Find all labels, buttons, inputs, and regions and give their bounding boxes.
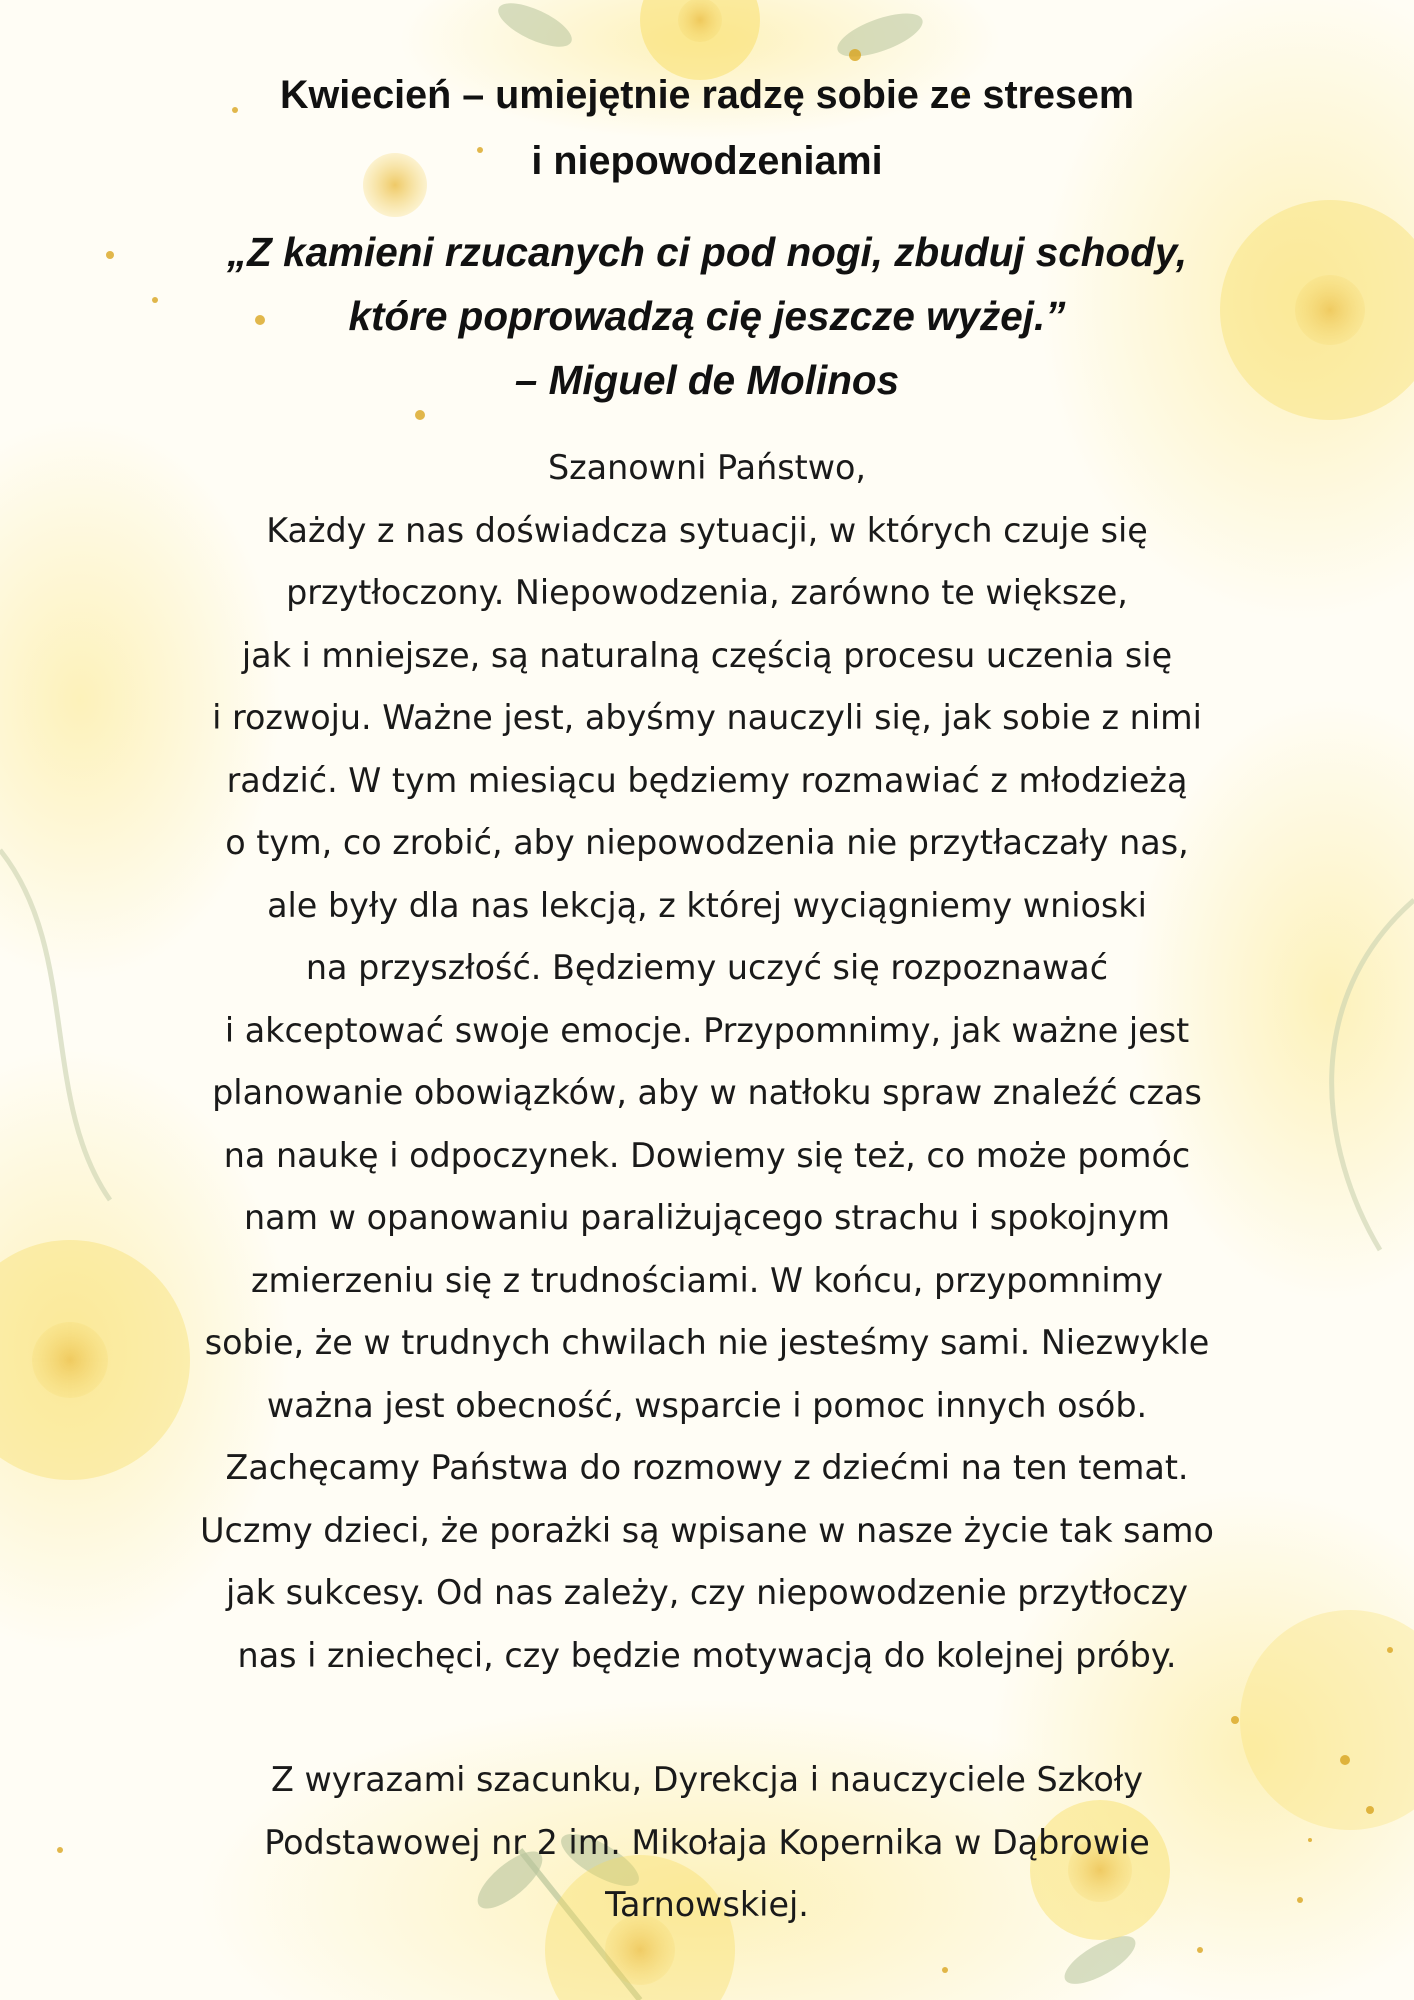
- body-line: planowanie obowiązków, aby w natłoku spraw znaleźć czas: [212, 1073, 1202, 1112]
- body-line: na naukę i odpoczynek. Dowiemy się też, co może pomóc: [223, 1135, 1191, 1175]
- body-line: zmierzeniu się z trudnościami. W końcu, przypomnimy: [251, 1260, 1163, 1300]
- body-line: i akceptować swoje emocje. Przypomnimy, jak ważne jest: [224, 1010, 1190, 1050]
- signature-block: [0, 1749, 1414, 1937]
- quote-line: „Z kamieni rzucanych ci pod nogi, zbuduj schody,: [226, 229, 1188, 275]
- title-line: Kwiecień – umiejętnie radzę sobie ze stresem: [280, 73, 1134, 117]
- signature-line: Podstawowej nr 2 im. Mikołaja Kopernika w Dąbrowie: [264, 1822, 1150, 1862]
- signature-line: Tarnowskiej.: [605, 1885, 809, 1924]
- body-line: jak i mniejsze, są naturalną częścią procesu uczenia się: [241, 635, 1173, 675]
- body-line: nas i zniechęci, czy będzie motywacją do kolejnej próby.: [237, 1635, 1177, 1675]
- title-line: i niepowodzeniami: [531, 139, 883, 183]
- body-line: Zachęcamy Państwa do rozmowy z dziećmi na ten temat.: [225, 1448, 1189, 1487]
- quote-author: – Miguel de Molinos: [514, 357, 900, 403]
- body-line: sobie, że w trudnych chwilach nie jesteśmy sami. Niezwykle: [204, 1323, 1210, 1362]
- body-line: ważna jest obecność, wsparcie i pomoc innych osób.: [266, 1385, 1148, 1425]
- salutation: Szanowni Państwo,: [547, 448, 867, 487]
- body-line: na przyszłość. Będziemy uczyć się rozpoznawać: [305, 948, 1109, 987]
- body-line: przytłoczony. Niepowodzenia, zarówno te większe,: [286, 573, 1128, 612]
- body-line: jak sukcesy. Od nas zależy, czy niepowodzenie przytłoczy: [225, 1573, 1189, 1612]
- letter-body: [0, 437, 1414, 1687]
- body-line: nam w opanowaniu paraliżującego strachu i spokojnym: [243, 1198, 1171, 1237]
- body-line: i rozwoju. Ważne jest, abyśmy nauczyli się, jak sobie z nimi: [212, 698, 1202, 737]
- signature-line: Z wyrazami szacunku, Dyrekcja i nauczyciele Szkoły: [270, 1760, 1144, 1799]
- quote-line: które poprowadzą cię jeszcze wyżej.”: [348, 293, 1066, 339]
- body-line: ale były dla nas lekcją, z której wyciągniemy wnioski: [267, 885, 1147, 925]
- body-line: Uczmy dzieci, że porażki są wpisane w nasze życie tak samo: [200, 1510, 1214, 1550]
- body-line: radzić. W tym miesiącu będziemy rozmawiać z młodzieżą: [226, 760, 1188, 800]
- quote-block: [0, 220, 1414, 412]
- body-line: o tym, co zrobić, aby niepowodzenia nie przytłaczały nas,: [225, 823, 1189, 862]
- body-line: Każdy z nas doświadcza sytuacji, w których czuje się: [266, 510, 1148, 550]
- page-title: [0, 62, 1414, 194]
